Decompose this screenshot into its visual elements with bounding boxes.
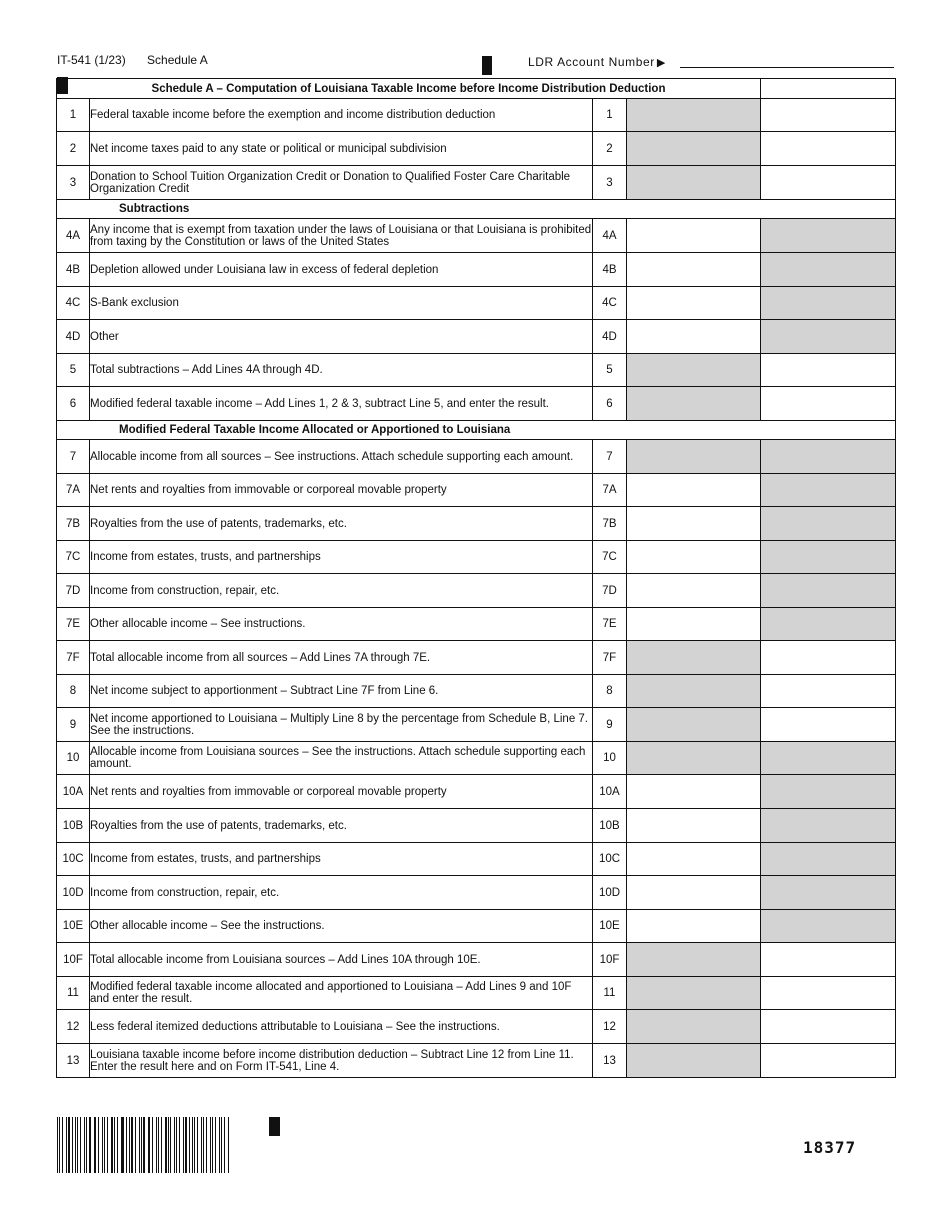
form-id: IT-541 (1/23) — [57, 53, 126, 67]
line-description: Royalties from the use of patents, trademarks, etc. — [90, 809, 593, 843]
amount-field-inner — [627, 1010, 761, 1044]
barcode-bar — [59, 1117, 60, 1173]
line-description: Net income taxes paid to any state or political or municipal subdivision — [90, 132, 593, 166]
registration-mark-top — [482, 56, 492, 75]
line-number: 11 — [57, 977, 90, 1010]
line-number: 4A — [57, 219, 90, 253]
line-number: 10 — [57, 742, 90, 775]
amount-field-inner[interactable] — [627, 843, 761, 876]
line-description: Louisiana taxable income before income distribution deduction – Subtract Line 12 from Line 11. Enter the result here and on Form IT-541, Line 4. — [90, 1044, 593, 1078]
amount-field-inner[interactable] — [627, 507, 761, 541]
table-row — [57, 440, 896, 474]
barcode-bar — [107, 1117, 108, 1173]
barcode-bar — [183, 1117, 184, 1173]
form-header — [57, 53, 208, 67]
line-box-label: 8 — [593, 675, 627, 708]
line-number: 7B — [57, 507, 90, 541]
table-row — [57, 132, 896, 166]
barcode-bar — [148, 1117, 149, 1173]
line-box-label: 1 — [593, 99, 627, 132]
barcode-bar — [122, 1117, 123, 1173]
barcode-bar — [84, 1117, 85, 1173]
line-description: Modified federal taxable income – Add Lines 1, 2 & 3, subtract Line 5, and enter the result. — [90, 387, 593, 421]
registration-mark-bottom — [269, 1117, 280, 1136]
right-triangle-icon: ▶ — [656, 57, 666, 69]
barcode-bar — [203, 1117, 204, 1173]
line-box-label: 4C — [593, 287, 627, 320]
line-number: 8 — [57, 675, 90, 708]
barcode-bar — [62, 1117, 63, 1173]
amount-field-outer — [761, 809, 896, 843]
line-description: Net rents and royalties from immovable or corporeal movable property — [90, 474, 593, 507]
table-row — [57, 910, 896, 943]
line-box-label: 4D — [593, 320, 627, 354]
line-description: Net income subject to apportionment – Subtract Line 7F from Line 6. — [90, 675, 593, 708]
line-number: 7C — [57, 541, 90, 574]
amount-field-outer — [761, 440, 896, 474]
line-box-label: 10F — [593, 943, 627, 977]
table-row — [57, 675, 896, 708]
line-description: Total allocable income from Louisiana sources – Add Lines 10A through 10E. — [90, 943, 593, 977]
line-box-label: 4A — [593, 219, 627, 253]
line-number: 4B — [57, 253, 90, 287]
amount-field-inner[interactable] — [627, 809, 761, 843]
table-row — [57, 287, 896, 320]
amount-field-outer — [761, 253, 896, 287]
amount-field-inner[interactable] — [627, 775, 761, 809]
table-row — [57, 742, 896, 775]
line-box-label: 2 — [593, 132, 627, 166]
barcode-bar — [152, 1117, 153, 1173]
amount-field-outer — [761, 219, 896, 253]
line-description: Modified federal taxable income allocated and apportioned to Louisiana – Add Lines 9 and 10F and enter the result. — [90, 977, 593, 1010]
line-number: 10A — [57, 775, 90, 809]
amount-field-outer — [761, 474, 896, 507]
amount-field-inner[interactable] — [627, 541, 761, 574]
amount-field-inner[interactable] — [627, 219, 761, 253]
line-description: Net rents and royalties from immovable or corporeal movable property — [90, 775, 593, 809]
line-number: 10C — [57, 843, 90, 876]
barcode-bar — [104, 1117, 105, 1173]
table-row — [57, 1010, 896, 1044]
barcode-bar — [174, 1117, 175, 1173]
amount-field-outer — [761, 876, 896, 910]
line-number: 2 — [57, 132, 90, 166]
table-row — [57, 574, 896, 608]
barcode-bar — [77, 1117, 78, 1173]
table-row — [57, 354, 896, 387]
barcode-bar — [126, 1117, 127, 1173]
line-description: Income from estates, trusts, and partnerships — [90, 541, 593, 574]
barcode-bar — [210, 1117, 211, 1173]
table-row — [57, 943, 896, 977]
table-row — [57, 387, 896, 421]
amount-field-inner — [627, 977, 761, 1010]
line-box-label: 10B — [593, 809, 627, 843]
barcode-bar — [176, 1117, 177, 1173]
amount-field-outer[interactable] — [761, 1044, 896, 1078]
amount-field-inner — [627, 132, 761, 166]
line-number: 4D — [57, 320, 90, 354]
barcode-bar — [206, 1117, 207, 1173]
barcode-bar — [149, 1117, 150, 1173]
amount-field-inner[interactable] — [627, 910, 761, 943]
table-row — [57, 166, 896, 200]
account-number-field[interactable] — [680, 67, 894, 68]
amount-field-inner[interactable] — [627, 287, 761, 320]
table-row — [57, 876, 896, 910]
line-number: 10F — [57, 943, 90, 977]
line-number: 7F — [57, 641, 90, 675]
table-row — [57, 1044, 896, 1078]
amount-field-outer[interactable] — [761, 708, 896, 742]
schedule-a-table — [56, 78, 896, 1078]
barcode-bar — [185, 1117, 187, 1173]
form-number: 18377 — [803, 1138, 857, 1157]
line-description: Total subtractions – Add Lines 4A through 4D. — [90, 354, 593, 387]
amount-field-outer — [761, 775, 896, 809]
barcode-bar — [117, 1117, 118, 1173]
table-row — [57, 474, 896, 507]
line-box-label: 12 — [593, 1010, 627, 1044]
account-number-label: LDR Account Number ▶ — [528, 55, 666, 69]
amount-field-inner[interactable] — [627, 876, 761, 910]
barcode-bar — [201, 1117, 202, 1173]
amount-field-inner[interactable] — [627, 320, 761, 354]
barcode-bar — [66, 1117, 67, 1173]
line-number: 9 — [57, 708, 90, 742]
line-description: Net income apportioned to Louisiana – Multiply Line 8 by the percentage from Schedule B, Line 7. See the instructions. — [90, 708, 593, 742]
amount-field-outer — [761, 742, 896, 775]
line-box-label: 6 — [593, 387, 627, 421]
amount-field-outer — [761, 507, 896, 541]
amount-field-inner — [627, 387, 761, 421]
line-number: 13 — [57, 1044, 90, 1078]
barcode-bar — [111, 1117, 113, 1173]
barcode-bar — [156, 1117, 157, 1173]
line-number: 1 — [57, 99, 90, 132]
line-box-label: 7A — [593, 474, 627, 507]
amount-field-inner[interactable] — [627, 574, 761, 608]
line-box-label: 7F — [593, 641, 627, 675]
line-box-label: 4B — [593, 253, 627, 287]
amount-field-outer — [761, 608, 896, 641]
amount-field-inner — [627, 440, 761, 474]
table-row — [57, 775, 896, 809]
amount-field-outer — [761, 541, 896, 574]
table-row — [57, 219, 896, 253]
line-description: Allocable income from Louisiana sources – See the instructions. Attach schedule supporting each amount. — [90, 742, 593, 775]
line-number: 12 — [57, 1010, 90, 1044]
amount-field-inner[interactable] — [627, 474, 761, 507]
line-description: Income from construction, repair, etc. — [90, 876, 593, 910]
line-box-label: 9 — [593, 708, 627, 742]
barcode-bar — [141, 1117, 142, 1173]
amount-field-inner — [627, 675, 761, 708]
amount-field-outer[interactable] — [761, 977, 896, 1010]
barcode-bar — [86, 1117, 87, 1173]
line-description: S-Bank exclusion — [90, 287, 593, 320]
barcode-bar — [139, 1117, 140, 1173]
line-description: Depletion allowed under Louisiana law in excess of federal depletion — [90, 253, 593, 287]
amount-field-outer — [761, 574, 896, 608]
line-description: Other allocable income – See the instructions. — [90, 910, 593, 943]
line-box-label: 11 — [593, 977, 627, 1010]
barcode-bar — [94, 1117, 95, 1173]
line-description: Allocable income from all sources – See instructions. Attach schedule supporting each amount. — [90, 440, 593, 474]
line-box-label: 7D — [593, 574, 627, 608]
amount-field-inner — [627, 943, 761, 977]
amount-field-outer[interactable] — [761, 641, 896, 675]
line-number: 6 — [57, 387, 90, 421]
amount-field-outer[interactable] — [761, 387, 896, 421]
line-box-label: 13 — [593, 1044, 627, 1078]
amount-field-inner — [627, 708, 761, 742]
table-row — [57, 809, 896, 843]
line-description: Less federal itemized deductions attributable to Louisiana – See the instructions. — [90, 1010, 593, 1044]
line-description: Royalties from the use of patents, trademarks, etc. — [90, 507, 593, 541]
barcode-bar — [192, 1117, 193, 1173]
barcode-bar — [68, 1117, 70, 1173]
barcode-bar — [57, 1117, 58, 1173]
line-number: 10D — [57, 876, 90, 910]
line-number: 10E — [57, 910, 90, 943]
table-row — [57, 843, 896, 876]
amount-field-inner — [627, 641, 761, 675]
line-box-label: 7 — [593, 440, 627, 474]
amount-field-outer — [761, 320, 896, 354]
amount-field-inner[interactable] — [627, 608, 761, 641]
line-number: 7 — [57, 440, 90, 474]
barcode-bar — [219, 1117, 220, 1173]
line-box-label: 10C — [593, 843, 627, 876]
line-number: 10B — [57, 809, 90, 843]
amount-field-outer[interactable] — [761, 943, 896, 977]
barcode-bar — [224, 1117, 225, 1173]
barcode-bar — [165, 1117, 167, 1173]
amount-field-outer — [761, 843, 896, 876]
barcode-bar — [72, 1117, 73, 1173]
amount-field-inner — [627, 354, 761, 387]
line-box-label: 7E — [593, 608, 627, 641]
barcode-bar — [170, 1117, 171, 1173]
barcode-bar — [228, 1117, 229, 1173]
table-row — [57, 507, 896, 541]
line-box-label: 7C — [593, 541, 627, 574]
amount-field-outer[interactable] — [761, 99, 896, 132]
barcode-bar — [215, 1117, 216, 1173]
barcode-bar — [114, 1117, 115, 1173]
schedule-title: Schedule A – Computation of Louisiana Taxable Income before Income Distribution Deduction — [57, 79, 761, 99]
barcode-bar — [121, 1117, 122, 1173]
amount-field-inner — [627, 1044, 761, 1078]
barcode-bar — [80, 1117, 81, 1173]
line-number: 7A — [57, 474, 90, 507]
barcode-bar — [75, 1117, 76, 1173]
line-number: 5 — [57, 354, 90, 387]
amount-field-inner — [627, 742, 761, 775]
table-row — [57, 641, 896, 675]
amount-field-outer[interactable] — [761, 1010, 896, 1044]
line-box-label: 10D — [593, 876, 627, 910]
line-box-label: 5 — [593, 354, 627, 387]
barcode-bar — [161, 1117, 162, 1173]
amount-field-outer — [761, 287, 896, 320]
barcode-bar — [131, 1117, 133, 1173]
barcode-bar — [158, 1117, 159, 1173]
table-row — [57, 708, 896, 742]
barcode-bar — [129, 1117, 130, 1173]
line-box-label: 3 — [593, 166, 627, 200]
barcode-bar — [221, 1117, 222, 1173]
table-row — [57, 977, 896, 1010]
barcode-icon — [57, 1117, 229, 1173]
line-description: Other — [90, 320, 593, 354]
table-row — [57, 541, 896, 574]
line-description: Income from estates, trusts, and partnerships — [90, 843, 593, 876]
amount-field-outer[interactable] — [761, 354, 896, 387]
table-row — [57, 253, 896, 287]
barcode-bar — [135, 1117, 136, 1173]
barcode-bar — [189, 1117, 190, 1173]
barcode-bar — [102, 1117, 103, 1173]
amount-field-inner — [627, 166, 761, 200]
barcode-bar — [143, 1117, 144, 1173]
amount-field-outer — [761, 910, 896, 943]
line-description: Income from construction, repair, etc. — [90, 574, 593, 608]
amount-field-inner — [627, 99, 761, 132]
title-blank-cell — [761, 79, 896, 99]
amount-field-outer[interactable] — [761, 166, 896, 200]
line-number: 3 — [57, 166, 90, 200]
barcode-bar — [197, 1117, 198, 1173]
barcode-bar — [194, 1117, 195, 1173]
line-box-label: 10E — [593, 910, 627, 943]
section-header — [57, 200, 896, 219]
table-row — [57, 608, 896, 641]
amount-field-outer[interactable] — [761, 675, 896, 708]
line-box-label: 10 — [593, 742, 627, 775]
line-box-label: 10A — [593, 775, 627, 809]
line-number: 7D — [57, 574, 90, 608]
barcode-bar — [212, 1117, 214, 1173]
table-row — [57, 320, 896, 354]
line-description: Any income that is exempt from taxation under the laws of Louisiana or that Louisiana is prohibited from taxing by the Constitution or laws of the United States — [90, 219, 593, 253]
amount-field-inner[interactable] — [627, 253, 761, 287]
line-number: 7E — [57, 608, 90, 641]
line-box-label: 7B — [593, 507, 627, 541]
barcode-bar — [89, 1117, 91, 1173]
barcode-bar — [179, 1117, 180, 1173]
line-description: Total allocable income from all sources – Add Lines 7A through 7E. — [90, 641, 593, 675]
line-description: Federal taxable income before the exemption and income distribution deduction — [90, 99, 593, 132]
section-header — [57, 421, 896, 440]
amount-field-outer[interactable] — [761, 132, 896, 166]
line-description: Donation to School Tuition Organization Credit or Donation to Qualified Foster Care Charitable Organization Credit — [90, 166, 593, 200]
table-row — [57, 99, 896, 132]
line-description: Other allocable income – See instructions. — [90, 608, 593, 641]
section-label: Modified Federal Taxable Income Allocated or Apportioned to Louisiana — [57, 421, 896, 440]
section-label: Subtractions — [57, 200, 896, 219]
barcode-bar — [98, 1117, 99, 1173]
line-number: 4C — [57, 287, 90, 320]
barcode-bar — [168, 1117, 169, 1173]
barcode-bar — [95, 1117, 96, 1173]
schedule-label: Schedule A — [147, 53, 208, 67]
